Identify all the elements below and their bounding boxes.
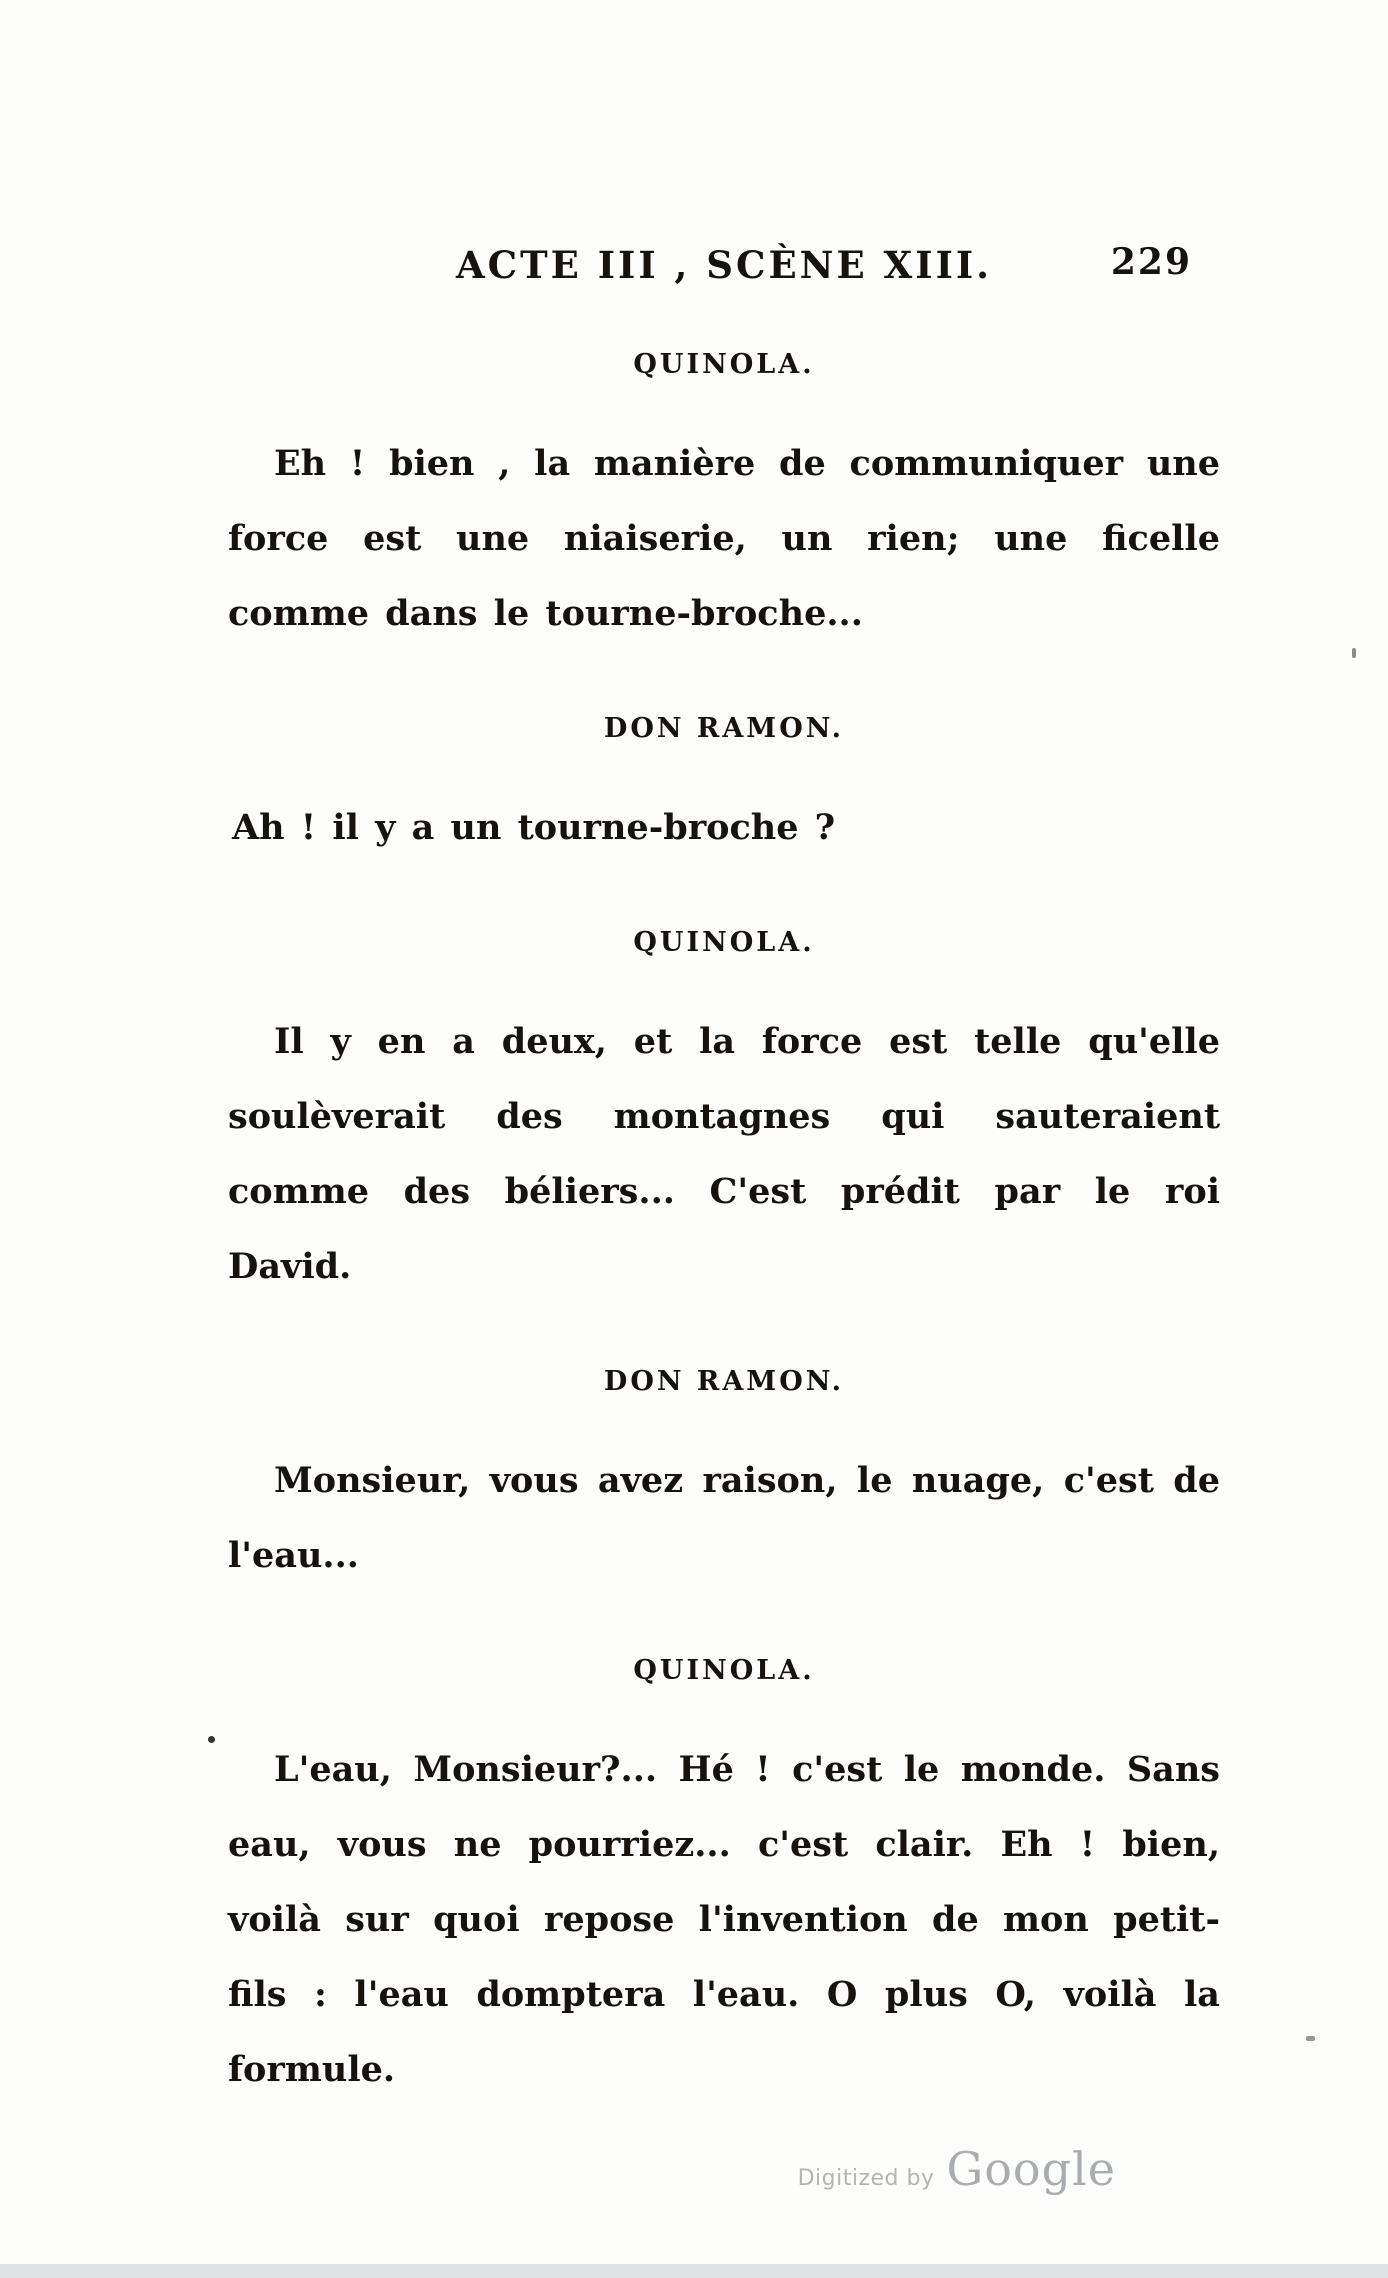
digitized-by-label: Digitized by — [797, 2166, 935, 2191]
speaker-heading-don-ramon: DON RAMON. — [603, 713, 845, 744]
dialogue-paragraph: Ah ! il y a un tourne-broche ? — [232, 807, 836, 848]
speaker-heading-quinola: QUINOLA. — [633, 349, 815, 380]
speaker-heading-don-ramon: DON RAMON. — [603, 1366, 845, 1397]
dialogue-paragraph: Il y en a deux, et la force est telle qu'elle soulèverait des montagnes qui sauteraient comme des béliers... C'est prédit par le roi David. — [228, 1021, 1220, 1287]
page-number: 229 — [1110, 241, 1192, 283]
speaker-heading-quinola: QUINOLA. — [633, 1655, 815, 1686]
scan-artifact — [1352, 648, 1356, 658]
scan-edge-strip — [0, 2264, 1388, 2278]
running-title: ACTE III , SCÈNE XIII. — [455, 243, 993, 287]
page-header — [228, 243, 1220, 299]
google-logo: Google — [946, 2142, 1116, 2196]
scan-artifact — [208, 1736, 215, 1743]
dialogue-paragraph: L'eau, Monsieur?... Hé ! c'est le monde. Sans eau, vous ne pourriez... c'est clair. Eh ! bien, voilà sur quoi repose l'invention de mon petit-fils : l'eau domptera l'eau. O plus O, voilà la formule. — [228, 1749, 1220, 2090]
dialogue-paragraph: Eh ! bien , la manière de communiquer une force est une niaiserie, un rien; une ficelle comme dans le tourne-broche... — [228, 443, 1220, 634]
speaker-heading-quinola: QUINOLA. — [633, 927, 815, 958]
dialogue-paragraph: Monsieur, vous avez raison, le nuage, c'est de l'eau... — [228, 1460, 1220, 1576]
page-content — [228, 243, 1220, 2107]
page-footer — [798, 2142, 1116, 2196]
scan-artifact — [1306, 2036, 1315, 2041]
